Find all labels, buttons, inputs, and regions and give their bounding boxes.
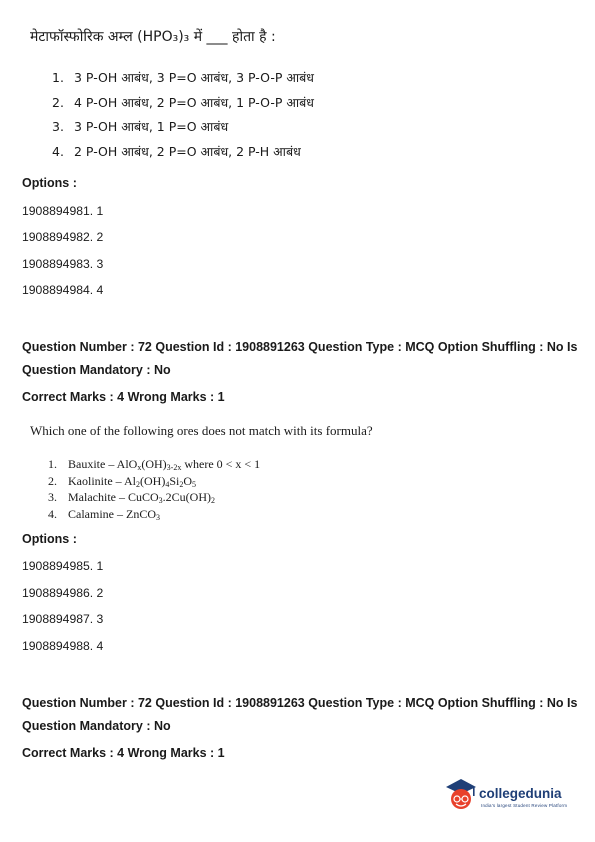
- option-id-4: 1908894988. 4: [22, 639, 104, 653]
- option-id-1: 1908894985. 1: [22, 559, 104, 573]
- option-id-2: 1908894986. 2: [22, 586, 104, 600]
- option-3: 3. Malachite – $CuCO_3.2Cu(OH)_2$: [48, 490, 215, 505]
- option-id-2: 1908894982. 2: [22, 230, 104, 244]
- question-marks: Correct Marks : 4 Wrong Marks : 1: [22, 746, 225, 760]
- question-marks: Correct Marks : 4 Wrong Marks : 1: [22, 390, 225, 404]
- option-id-4: 1908894984. 4: [22, 283, 104, 297]
- brand-name: collegedunia: [479, 786, 562, 801]
- question-2-options: [48, 456, 260, 522]
- option-1: 1. Bauxite – $AlO_x(OH)_{3-2x}$ where 0 < x < 1: [48, 457, 261, 472]
- option-1: 1. 3 P-OH आबंध, 3 P=O आबंध, 3 P-O-P आबंध: [52, 70, 314, 85]
- option-4: 4. Calamine – ZnCO$_3$: [48, 506, 160, 522]
- question-header: Question Number : 72 Question Id : 1908891263 Question Type : MCQ Option Shuffling : No Is: [22, 340, 578, 354]
- question-1-text: मेटाफॉस्फोरिक अम्ल (HPO₃)₃ में ___ होता है :: [30, 29, 276, 45]
- question-2-text: Which one of the following ores does not match with its formula?: [30, 423, 373, 438]
- option-id-1: 1908894981. 1: [22, 204, 104, 218]
- question-1-options: [52, 66, 314, 164]
- options-label: Options :: [22, 176, 77, 190]
- option-2: 2. 4 P-OH आबंध, 2 P=O आबंध, 1 P-O-P आबंध: [52, 94, 314, 110]
- brand-tagline: India's largest Student Review Platform: [481, 803, 568, 808]
- option-id-3: 1908894983. 3: [22, 257, 104, 271]
- option-2: 2. Kaolinite – $Al_2(OH)_4Si_2O_5$: [48, 473, 197, 489]
- question-mandatory: Question Mandatory : No: [22, 719, 171, 733]
- option-id-3: 1908894987. 3: [22, 612, 104, 626]
- option-4: 4. 2 P-OH आबंध, 2 P=O आबंध, 2 P-H आबंध: [52, 143, 301, 159]
- options-label: Options :: [22, 532, 77, 546]
- question-mandatory: Question Mandatory : No: [22, 363, 171, 377]
- question-header: Question Number : 72 Question Id : 1908891263 Question Type : MCQ Option Shuffling : No Is: [22, 696, 578, 710]
- option-3: 3. 3 P-OH आबंध, 1 P=O आबंध: [52, 119, 229, 134]
